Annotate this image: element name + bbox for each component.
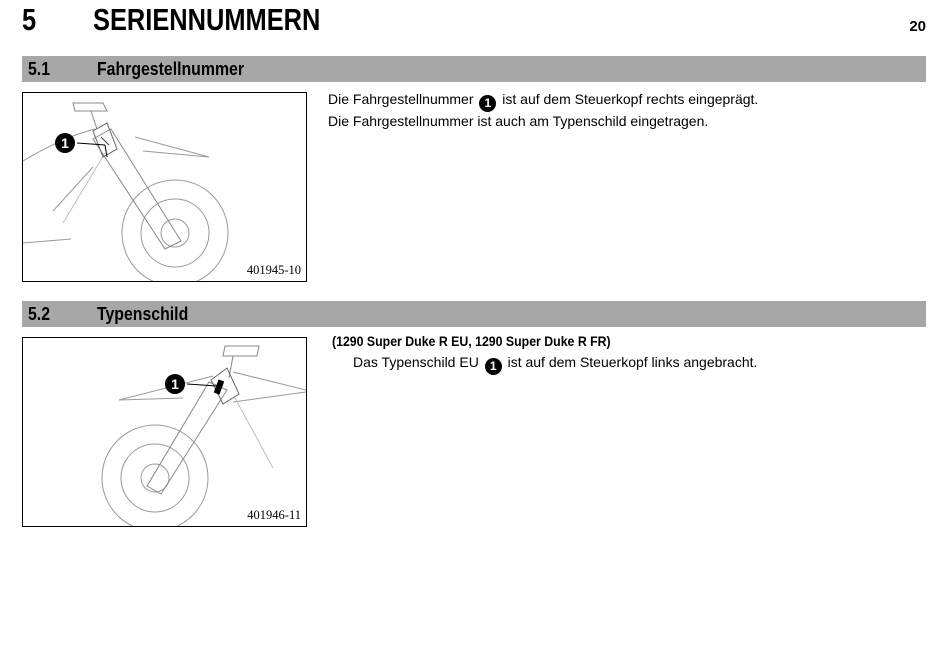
figure-frame-type-label-location bbox=[22, 337, 307, 527]
motorcycle-front-right-illustration bbox=[23, 93, 306, 281]
figure-frame-number-location bbox=[22, 92, 307, 282]
callout-label: 1 bbox=[61, 135, 69, 151]
callout-label: 1 bbox=[171, 376, 179, 392]
motorcycle-front-left-illustration bbox=[23, 338, 306, 526]
callout-badge: 1 bbox=[485, 358, 502, 375]
figure-id: 401946-11 bbox=[247, 508, 301, 522]
text-line bbox=[328, 90, 758, 112]
figure-id: 401945-10 bbox=[246, 263, 301, 277]
callout-badge: 1 bbox=[479, 95, 496, 112]
section-number: 5.2 bbox=[28, 304, 51, 324]
text-line: Die Fahrgestellnummer ist auch am Typenschild eingetragen. bbox=[328, 113, 709, 129]
page-number: 20 bbox=[909, 18, 926, 35]
chapter-number: 5 bbox=[22, 2, 37, 37]
section-number: 5.1 bbox=[28, 59, 51, 79]
section-title: Typenschild bbox=[97, 304, 189, 324]
section-header-typenschild bbox=[22, 301, 926, 327]
text-segment: Das Typenschild EU bbox=[353, 354, 479, 370]
section-title: Fahrgestellnummer bbox=[97, 59, 245, 79]
section-text-fahrgestellnummer bbox=[328, 90, 758, 131]
section-text-typenschild bbox=[353, 353, 757, 375]
text-segment: ist auf dem Steuerkopf links angebracht. bbox=[507, 354, 758, 370]
model-applicability: (1290 Super Duke R EU, 1290 Super Duke R FR) bbox=[332, 333, 611, 349]
chapter-title: SERIENNUMMERN bbox=[93, 2, 321, 37]
section-header-fahrgestellnummer bbox=[22, 56, 926, 82]
text-segment: Die Fahrgestellnummer bbox=[328, 91, 474, 107]
text-segment: ist auf dem Steuerkopf rechts eingeprägt. bbox=[502, 91, 759, 107]
